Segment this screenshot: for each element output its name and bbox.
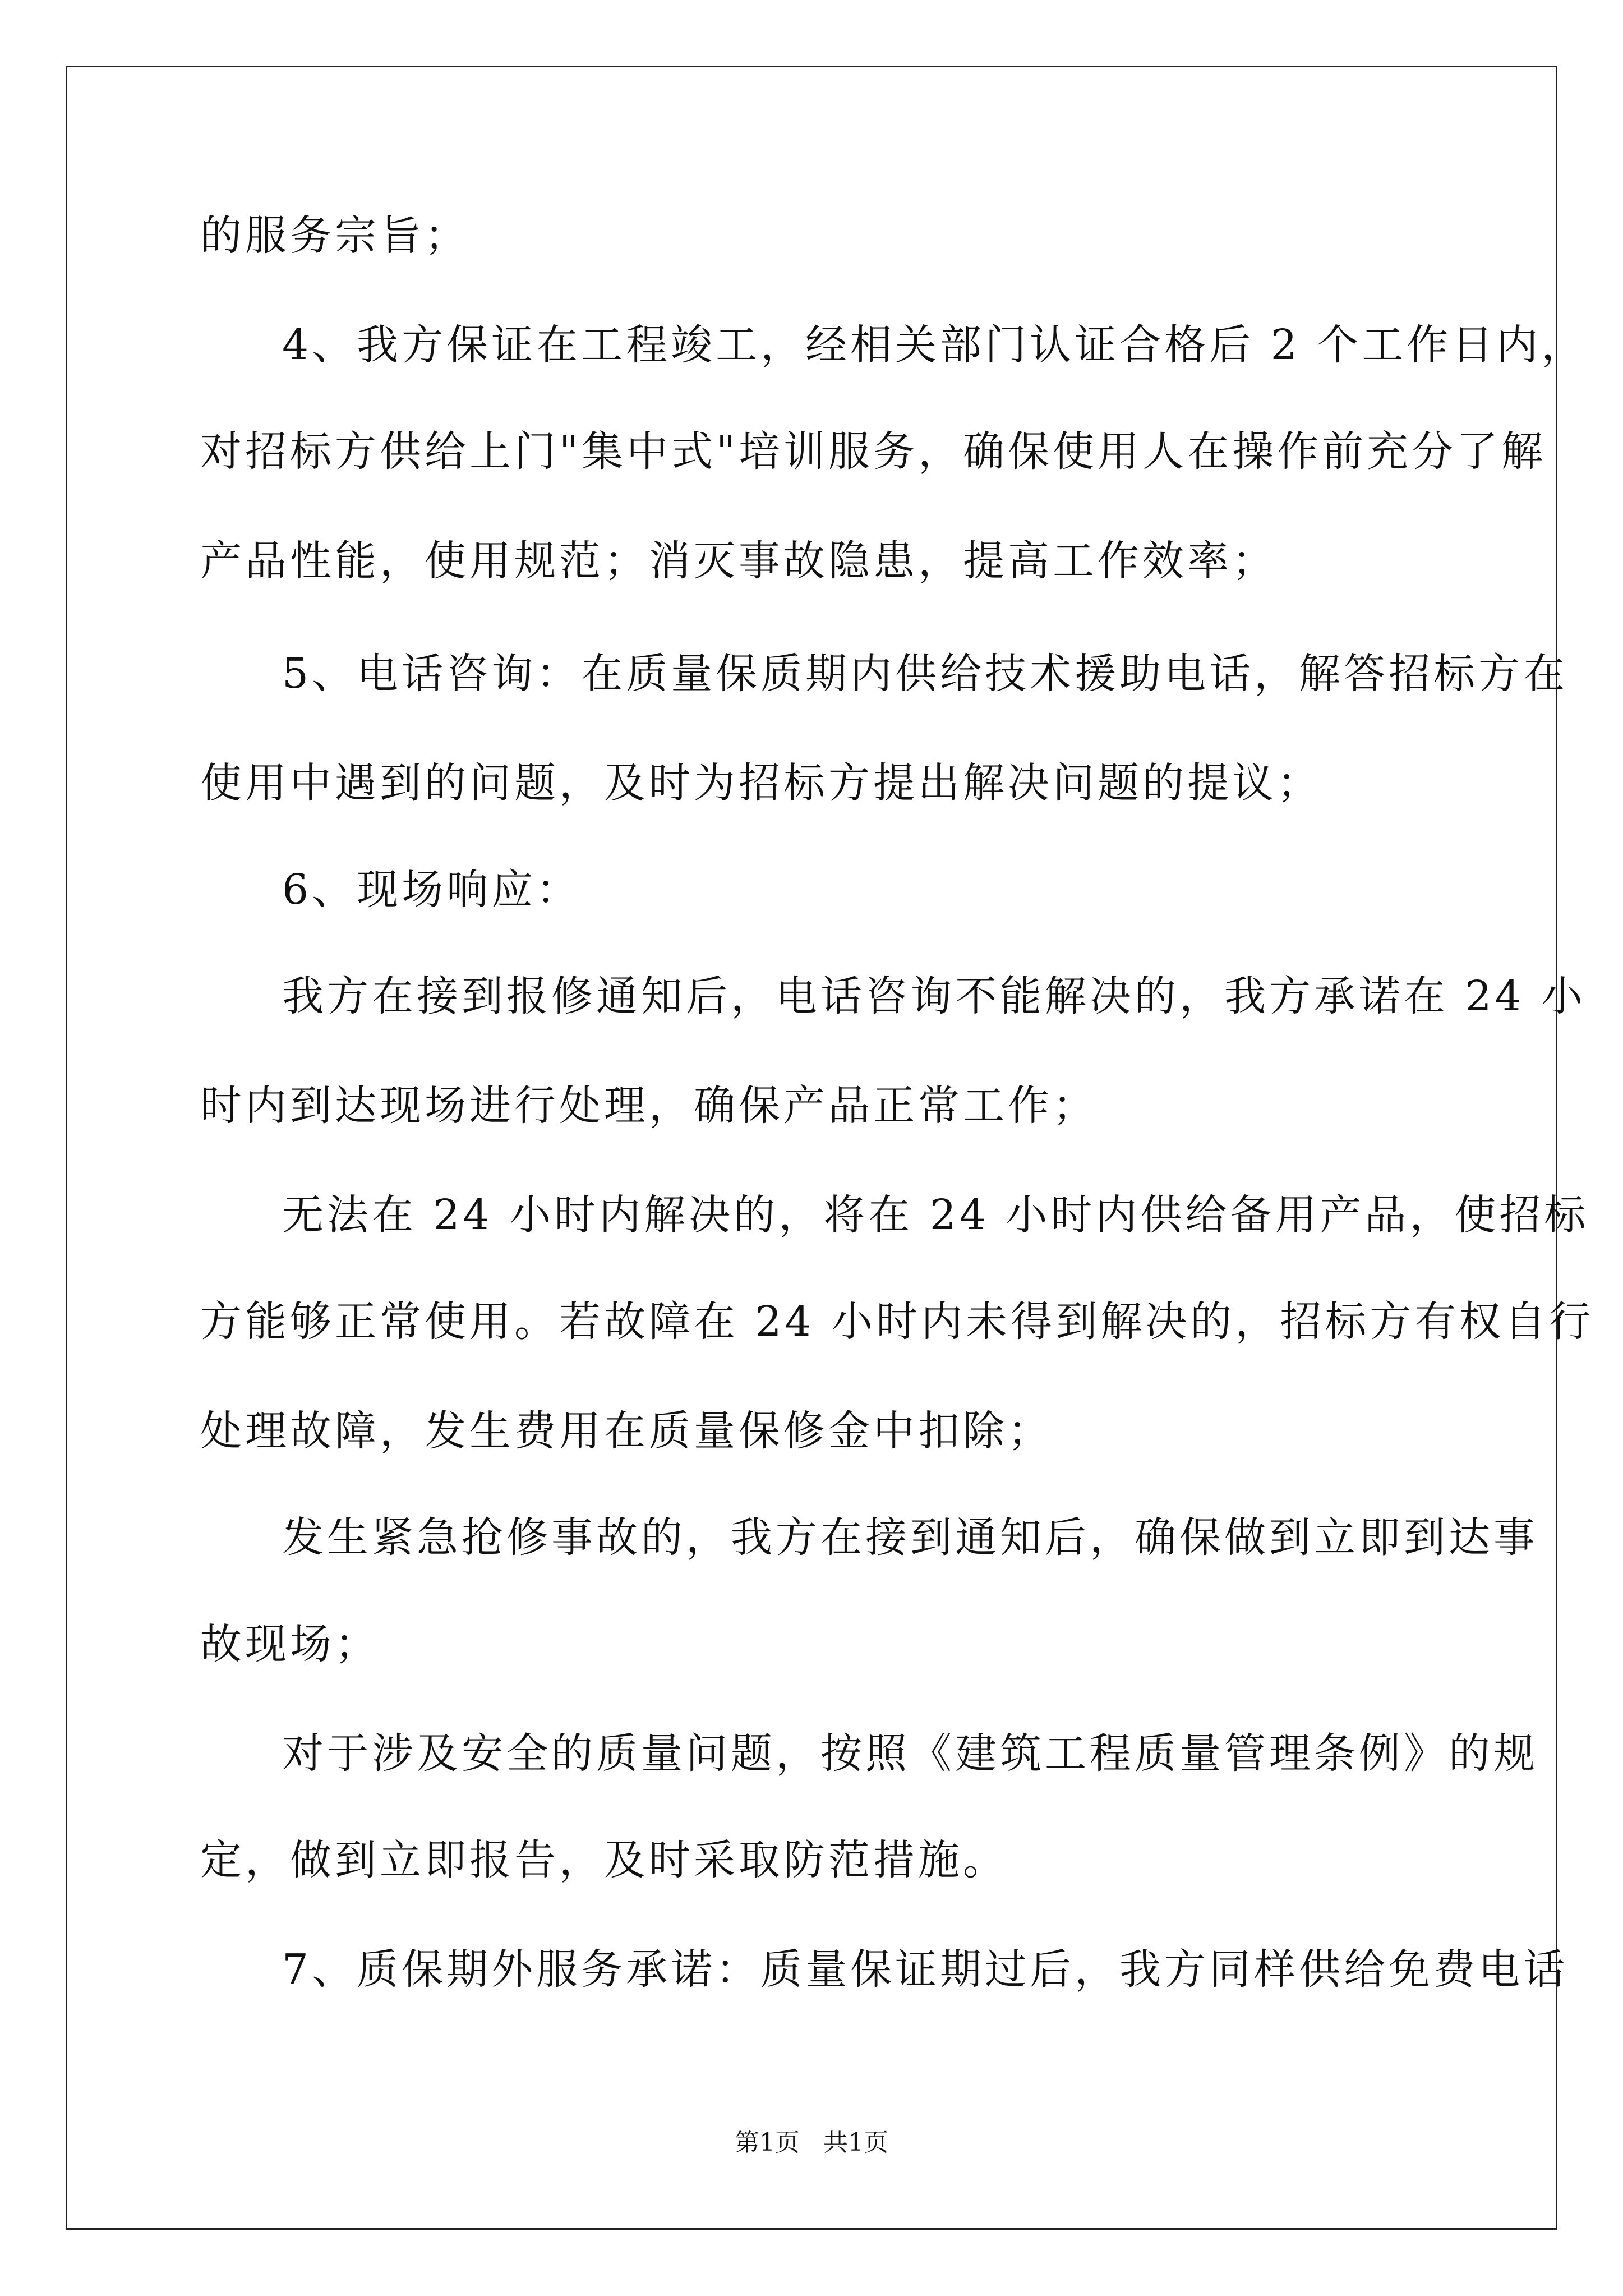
text-line-11: 方能够正常使用。若故障在 24 小时内未得到解决的，招标方有权自行 (200, 1297, 1594, 1346)
text-line-7: 6、现场响应： (282, 866, 582, 914)
text-line-3: 对招标方供给上门"集中式"培训服务，确保使用人在操作前充分了解 (200, 427, 1547, 476)
text-line-8: 我方在接到报修通知后，电话咨询不能解决的，我方承诺在 24 小 (282, 972, 1587, 1020)
text-line-9: 时内到达现场进行处理，确保产品正常工作； (200, 1082, 1098, 1130)
text-line-5: 5、电话咨询：在质量保质期内供给技术援助电话，解答招标方在 (282, 650, 1569, 698)
text-line-10: 无法在 24 小时内解决的，将在 24 小时内供给备用产品，使招标 (282, 1191, 1589, 1239)
text-line-16: 定，做到立即报告，及时采取防范措施。 (200, 1836, 1008, 1884)
text-line-1: 的服务宗旨； (200, 211, 469, 260)
text-line-15: 对于涉及安全的质量问题，按照《建筑工程质量管理条例》的规 (282, 1729, 1538, 1778)
text-line-13: 发生紧急抢修事故的，我方在接到通知后，确保做到立即到达事 (282, 1513, 1538, 1562)
page-border (66, 66, 1557, 2230)
text-line-14: 故现场； (200, 1620, 380, 1668)
text-line-6: 使用中遇到的问题，及时为招标方提出解决问题的提议； (200, 759, 1322, 807)
text-line-2: 4、我方保证在工程竣工，经相关部门认证合格后 2 个工作日内， (282, 321, 1587, 369)
text-line-17: 7、质保期外服务承诺：质量保证期过后，我方同样供给免费电话 (282, 1945, 1569, 1994)
text-line-4: 产品性能，使用规范；消灭事故隐患，提高工作效率； (200, 537, 1277, 585)
text-line-12: 处理故障，发生费用在质量保修金中扣除； (200, 1407, 1053, 1455)
page-footer: 第1页 共1页 (735, 2128, 888, 2157)
